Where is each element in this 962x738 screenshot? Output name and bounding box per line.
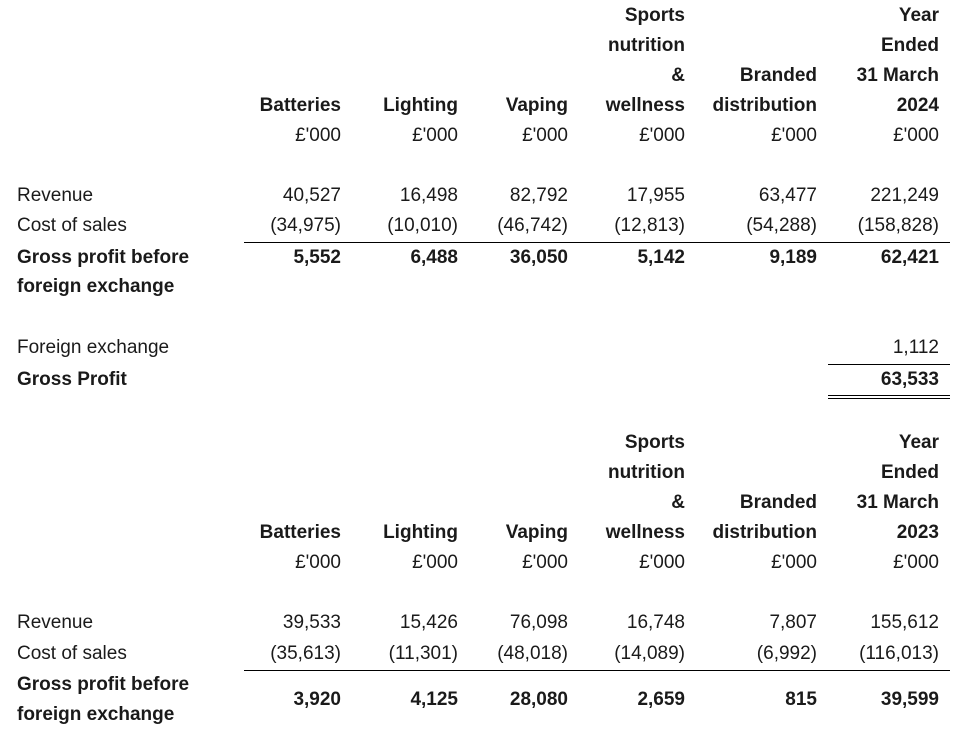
cell: (54,288) [746, 215, 817, 236]
row-label-l1: Gross profit before [17, 674, 190, 695]
cell: 17,955 [626, 185, 685, 206]
cell: 76,098 [509, 612, 568, 633]
cell: 2,659 [637, 689, 685, 710]
cell: 63,533 [880, 369, 939, 390]
total-double-rule [828, 395, 950, 399]
cell: (46,742) [497, 215, 568, 236]
cell: 7,807 [769, 612, 817, 633]
row-gross-before-fx [0, 243, 962, 273]
col-header-total-l1: Year [898, 5, 939, 26]
cell: 1,112 [892, 337, 939, 358]
row-label: Revenue [17, 185, 94, 206]
col-header-total-l3: 31 March [856, 65, 939, 86]
col-header-sports-l2: nutrition [607, 462, 685, 483]
unit-sports: £'000 [639, 552, 685, 573]
col-header-total-l3: 31 March [856, 492, 939, 513]
cell: (116,013) [859, 643, 939, 664]
cell: (10,010) [387, 215, 458, 236]
col-header-total-l4: 2024 [896, 95, 939, 116]
col-header-total-l4: 2023 [896, 522, 939, 543]
cell: (6,992) [756, 643, 817, 664]
cell: 6,488 [410, 247, 458, 268]
cell: 39,533 [282, 612, 341, 633]
unit-sports: £'000 [639, 125, 685, 146]
unit-lighting: £'000 [412, 552, 458, 573]
cell: (14,089) [614, 643, 685, 664]
row-foreign-exchange [0, 333, 962, 363]
row-label: Cost of sales [17, 215, 127, 236]
cell: (48,018) [497, 643, 568, 664]
cell: 9,189 [769, 247, 817, 268]
col-header-vaping: Vaping [505, 522, 568, 543]
unit-lighting: £'000 [412, 125, 458, 146]
row-cost-of-sales [0, 639, 962, 669]
unit-batteries: £'000 [295, 125, 341, 146]
cell: (158,828) [857, 215, 939, 236]
cell: (34,975) [270, 215, 341, 236]
col-header-sports-l4: wellness [605, 95, 685, 116]
cell: 28,080 [509, 689, 568, 710]
cell: 40,527 [282, 185, 341, 206]
unit-total: £'000 [893, 552, 939, 573]
col-header-batteries: Batteries [259, 522, 341, 543]
cell: 16,498 [399, 185, 458, 206]
cell: (35,613) [270, 643, 341, 664]
col-header-lighting: Lighting [383, 522, 458, 543]
cell: 815 [785, 689, 817, 710]
row-label-l2: foreign exchange [17, 704, 175, 725]
cell: 39,599 [880, 689, 939, 710]
unit-branded: £'000 [771, 552, 817, 573]
row-label: Revenue [17, 612, 94, 633]
col-header-branded-l1: Branded [739, 492, 817, 513]
cell: 63,477 [758, 185, 817, 206]
col-header-branded-l2: distribution [712, 522, 817, 543]
cell: 5,142 [637, 247, 685, 268]
cell: 82,792 [509, 185, 568, 206]
col-header-sports-l3: & [671, 65, 685, 86]
col-header-sports-l1: Sports [624, 432, 685, 453]
row-label-l2: foreign exchange [17, 276, 175, 297]
cell: 62,421 [880, 247, 939, 268]
col-header-branded-l2: distribution [712, 95, 817, 116]
row-gross-profit [0, 365, 962, 395]
cell: 4,125 [410, 689, 458, 710]
col-header-total-l1: Year [898, 432, 939, 453]
col-header-sports-l1: Sports [624, 5, 685, 26]
unit-branded: £'000 [771, 125, 817, 146]
row-label: Foreign exchange [17, 337, 170, 358]
col-header-sports-l2: nutrition [607, 35, 685, 56]
cell: 15,426 [399, 612, 458, 633]
row-label: Gross Profit [17, 369, 127, 390]
cell: 36,050 [509, 247, 568, 268]
col-header-total-l2: Ended [880, 35, 939, 56]
col-header-vaping: Vaping [505, 95, 568, 116]
col-header-batteries: Batteries [259, 95, 341, 116]
unit-batteries: £'000 [295, 552, 341, 573]
row-label-l1: Gross profit before [17, 247, 190, 268]
unit-vaping: £'000 [522, 552, 568, 573]
cell: 155,612 [870, 612, 939, 633]
cell: 5,552 [293, 247, 341, 268]
unit-total: £'000 [893, 125, 939, 146]
cell: (12,813) [614, 215, 685, 236]
cell: 221,249 [870, 185, 939, 206]
unit-vaping: £'000 [522, 125, 568, 146]
col-header-branded-l1: Branded [739, 65, 817, 86]
cell: 3,920 [293, 689, 341, 710]
cell: (11,301) [388, 643, 458, 664]
cell: 16,748 [626, 612, 685, 633]
col-header-sports-l4: wellness [605, 522, 685, 543]
row-label: Cost of sales [17, 643, 127, 664]
row-cost-of-sales [0, 211, 962, 241]
col-header-sports-l3: & [671, 492, 685, 513]
row-revenue [0, 608, 962, 638]
row-revenue [0, 181, 962, 211]
col-header-lighting: Lighting [383, 95, 458, 116]
col-header-total-l2: Ended [880, 462, 939, 483]
